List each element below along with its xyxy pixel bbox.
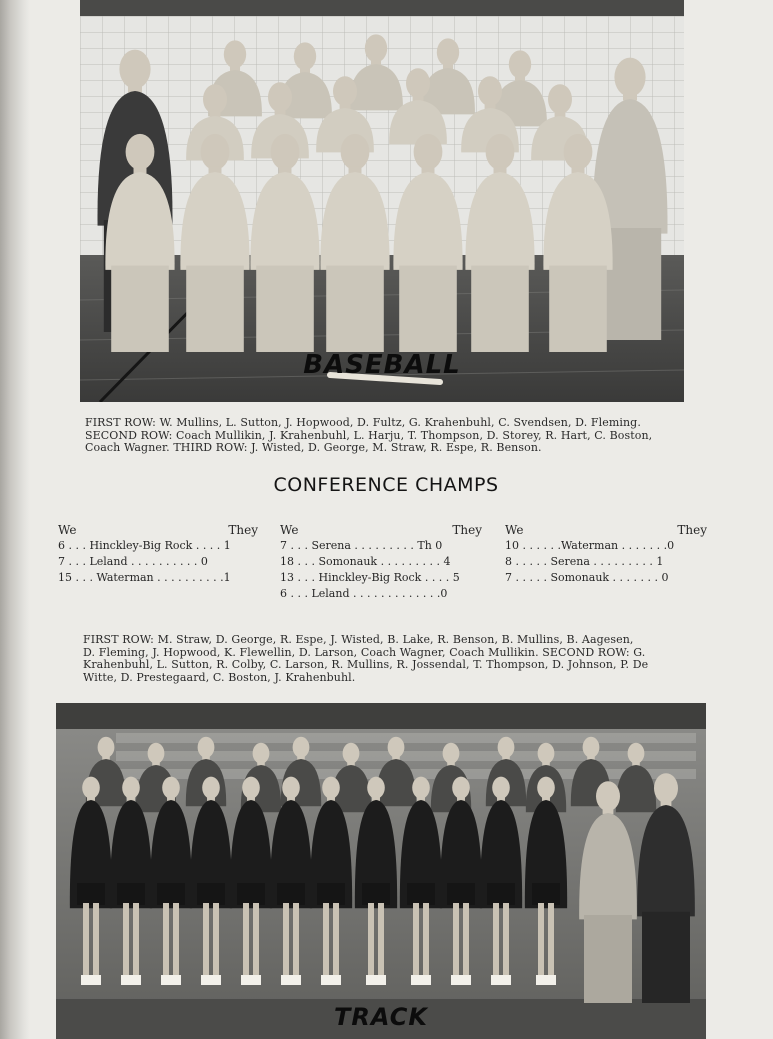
they-label: They [677,523,707,537]
track-caption: FIRST ROW: M. Straw, D. George, R. Espe, J. Wisted, B. Lake, R. Benson, B. Mullins, B. Aagesen, D. Fleming, J. Hopwood, K. Flewellin, D. Larson, Coach Wagner, Coach Mullikin. SECOND ROW: G. Krahenbuhl, L. Sutton, R. Colby, C. Larson, R. Mullins, R. Jossendal, T. Thompson, D. Johnson, P. De Witte, D. Prestegaard, C. Boston, J. Krahenbuhl. [83,633,649,684]
score-row: 18 . . . Somonauk . . . . . . . . . 4 [280,555,451,568]
baseball-team-photo [80,0,684,402]
track-label: TRACK [334,1003,428,1031]
baseball-photo-illustration [80,0,684,402]
page-gutter-shadow [0,0,30,1039]
they-label: They [452,523,482,537]
score-row: 15 . . . Waterman . . . . . . . . . .1 [58,571,231,584]
score-row: 8 . . . . . Serena . . . . . . . . . 1 [505,555,664,568]
we-label: We [280,523,299,537]
baseball-caption: FIRST ROW: W. Mullins, L. Sutton, J. Hopwood, D. Fultz, G. Krahenbuhl, C. Svendsen, D. Fleming. SECOND ROW: Coach Mullikin, J. Krahenbuhl, L. Harju, T. Thompson, D. Storey, R. Hart, C. Boston, Coach Wagner. THIRD ROW: J. Wisted, D. George, M. Straw, R. Espe, R. Benson. [85,416,653,454]
score-row: 6 . . . Hinckley-Big Rock . . . . 1 [58,539,231,552]
score-row: 7 . . . . . Somonauk . . . . . . . 0 [505,571,669,584]
score-row: 6 . . . Leland . . . . . . . . . . . . .0 [280,587,448,600]
score-row: 7 . . . Serena . . . . . . . . . Th 0 [280,539,443,552]
score-row: 13 . . . Hinckley-Big Rock . . . . 5 [280,571,460,584]
scores-column-1 [58,522,258,586]
score-row: 10 . . . . . .Waterman . . . . . . .0 [505,539,675,552]
conference-champs-heading: CONFERENCE CHAMPS [273,474,499,496]
scores-column-3 [505,522,707,586]
track-team-photo [56,703,706,1039]
scores-column-2 [280,522,482,602]
baseball-label: BASEBALL [303,350,461,380]
score-row: 7 . . . Leland . . . . . . . . . . 0 [58,555,208,568]
we-label: We [58,523,77,537]
we-label: We [505,523,524,537]
they-label: They [228,523,258,537]
track-photo-illustration [56,703,706,1039]
